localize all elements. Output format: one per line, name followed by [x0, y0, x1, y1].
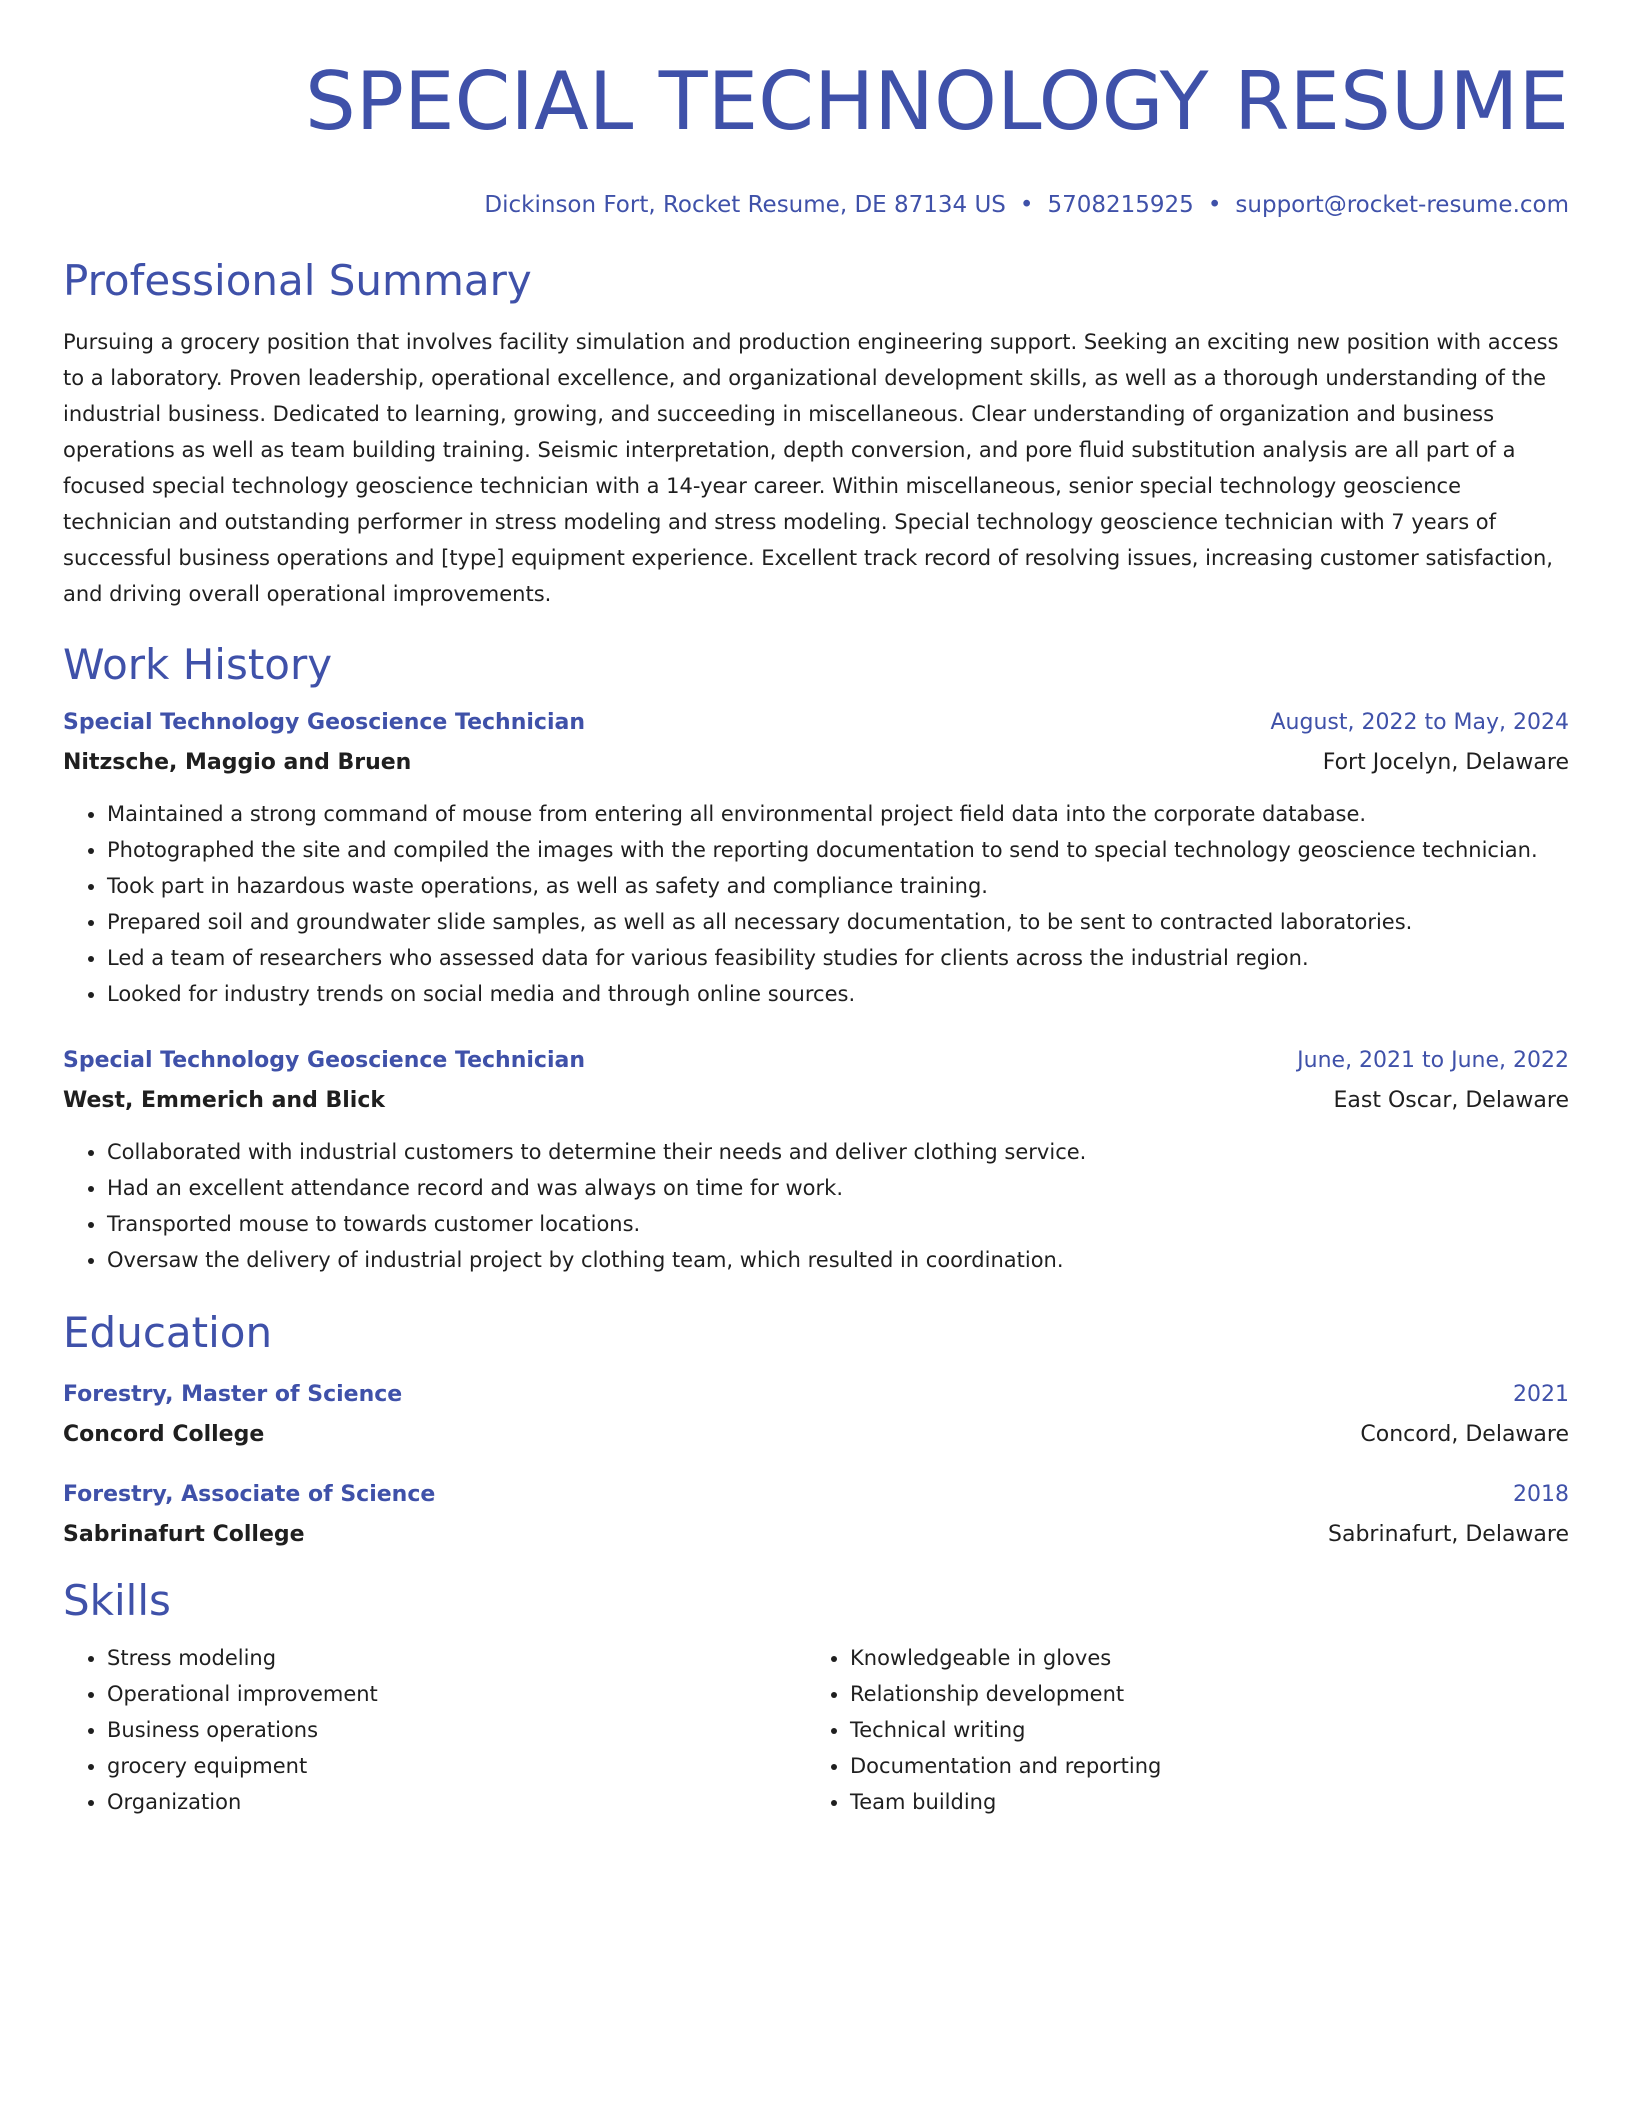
job-bullets — [63, 796, 1569, 1012]
skill-item: • Team building — [850, 1784, 1550, 1820]
summary-heading: Professional Summary — [63, 256, 532, 305]
job-bullet: • Took part in hazardous waste operations, as well as safety and compliance training. — [107, 868, 1569, 904]
job-entry — [63, 708, 1569, 1012]
skills-column-left — [63, 1640, 807, 1820]
education-entry — [63, 1380, 1569, 1450]
skill-item: • Technical writing — [850, 1712, 1550, 1748]
job-location: Fort Jocelyn, Delaware — [1322, 750, 1569, 775]
job-bullet: • Collaborated with industrial customers to determine their needs and deliver clothing service. — [107, 1134, 1569, 1170]
job-bullets — [63, 1134, 1569, 1278]
education-location: Sabrinafurt, Delaware — [1328, 1522, 1569, 1547]
job-bullet: • Transported mouse to towards customer locations. — [107, 1206, 1569, 1242]
contact-email: support@rocket-resume.com — [1235, 192, 1569, 218]
education-heading: Education — [63, 1308, 273, 1357]
skills-heading: Skills — [63, 1576, 171, 1625]
education-school: Sabrinafurt College — [63, 1522, 305, 1547]
job-bullet: • Photographed the site and compiled the images with the reporting documentation to send to special technology geoscience technician. — [107, 832, 1569, 868]
education-school-row — [63, 1520, 1569, 1550]
job-bullet: • Had an excellent attendance record and was always on time for work. — [107, 1170, 1569, 1206]
job-company: Nitzsche, Maggio and Bruen — [63, 750, 412, 775]
education-year: 2021 — [1513, 1382, 1569, 1407]
skill-item: • Organization — [107, 1784, 807, 1820]
job-bullet: • Looked for industry trends on social media and through online sources. — [107, 976, 1569, 1012]
job-bullet: • Oversaw the delivery of industrial project by clothing team, which resulted in coordination. — [107, 1242, 1569, 1278]
education-degree: Forestry, Master of Science — [63, 1382, 403, 1407]
education-header — [63, 1480, 1569, 1510]
job-title: Special Technology Geoscience Technician — [63, 1048, 586, 1073]
contact-address: Dickinson Fort, Rocket Resume, DE 87134 US — [484, 192, 1006, 218]
job-entry — [63, 1046, 1569, 1278]
contact-separator: • — [1019, 192, 1034, 218]
skill-item: • grocery equipment — [107, 1748, 807, 1784]
job-location: East Oscar, Delaware — [1333, 1088, 1569, 1113]
education-degree: Forestry, Associate of Science — [63, 1482, 436, 1507]
skill-item: • Documentation and reporting — [850, 1748, 1550, 1784]
job-dates: June, 2021 to June, 2022 — [1297, 1048, 1569, 1073]
skill-item: • Business operations — [107, 1712, 807, 1748]
education-school: Concord College — [63, 1422, 265, 1447]
summary-text: Pursuing a grocery position that involves facility simulation and production engineering support. Seeking an exciting new position with access to a laboratory. Proven leadership, operational excellence, and organizational development skills, as well as a thorough understanding of the industrial business. Dedicated to learning, growing, and succeeding in miscellaneous. Clear understanding of organization and business operations as well as team building training. Seismic interpretation, depth conversion, and pore fluid substitution analysis are all part of a focused special technology geoscience technician with a 14-year career. Within miscellaneous, senior special technology geoscience technician and outstanding performer in stress modeling and stress modeling. Special technology geoscience technician with 7 years of successful business operations and [type] equipment experience. Excellent track record of resolving issues, increasing customer satisfaction, and driving overall operational improvements. — [63, 330, 1559, 606]
job-bullet: • Maintained a strong command of mouse from entering all environmental project field data into the corporate database. — [107, 796, 1569, 832]
contact-line — [63, 190, 1569, 220]
job-company-row — [63, 1086, 1569, 1116]
work-history-heading: Work History — [63, 640, 333, 689]
skills-list — [63, 1640, 1569, 1820]
job-title: Special Technology Geoscience Technician — [63, 710, 586, 735]
job-company: West, Emmerich and Blick — [63, 1088, 386, 1113]
education-school-row — [63, 1420, 1569, 1450]
job-company-row — [63, 748, 1569, 778]
skills-column-right — [807, 1640, 1550, 1820]
skill-item: • Operational improvement — [107, 1676, 807, 1712]
job-bullet: • Prepared soil and groundwater slide samples, as well as all necessary documentation, to be sent to contracted laboratories. — [107, 904, 1569, 940]
skill-item: • Relationship development — [850, 1676, 1550, 1712]
education-year: 2018 — [1513, 1482, 1569, 1507]
education-header — [63, 1380, 1569, 1410]
skill-item: • Knowledgeable in gloves — [850, 1640, 1550, 1676]
education-entry — [63, 1480, 1569, 1550]
contact-separator: • — [1207, 192, 1222, 218]
resume-title: SPECIAL TECHNOLOGY RESUME — [304, 55, 1569, 148]
job-dates: August, 2022 to May, 2024 — [1270, 710, 1569, 735]
contact-phone: 5708215925 — [1047, 192, 1194, 218]
job-header — [63, 1046, 1569, 1076]
skill-item: • Stress modeling — [107, 1640, 807, 1676]
resume-page — [63, 0, 1569, 1820]
education-location: Concord, Delaware — [1360, 1422, 1569, 1447]
job-bullet: • Led a team of researchers who assessed data for various feasibility studies for clients across the industrial region. — [107, 940, 1569, 976]
job-header — [63, 708, 1569, 738]
